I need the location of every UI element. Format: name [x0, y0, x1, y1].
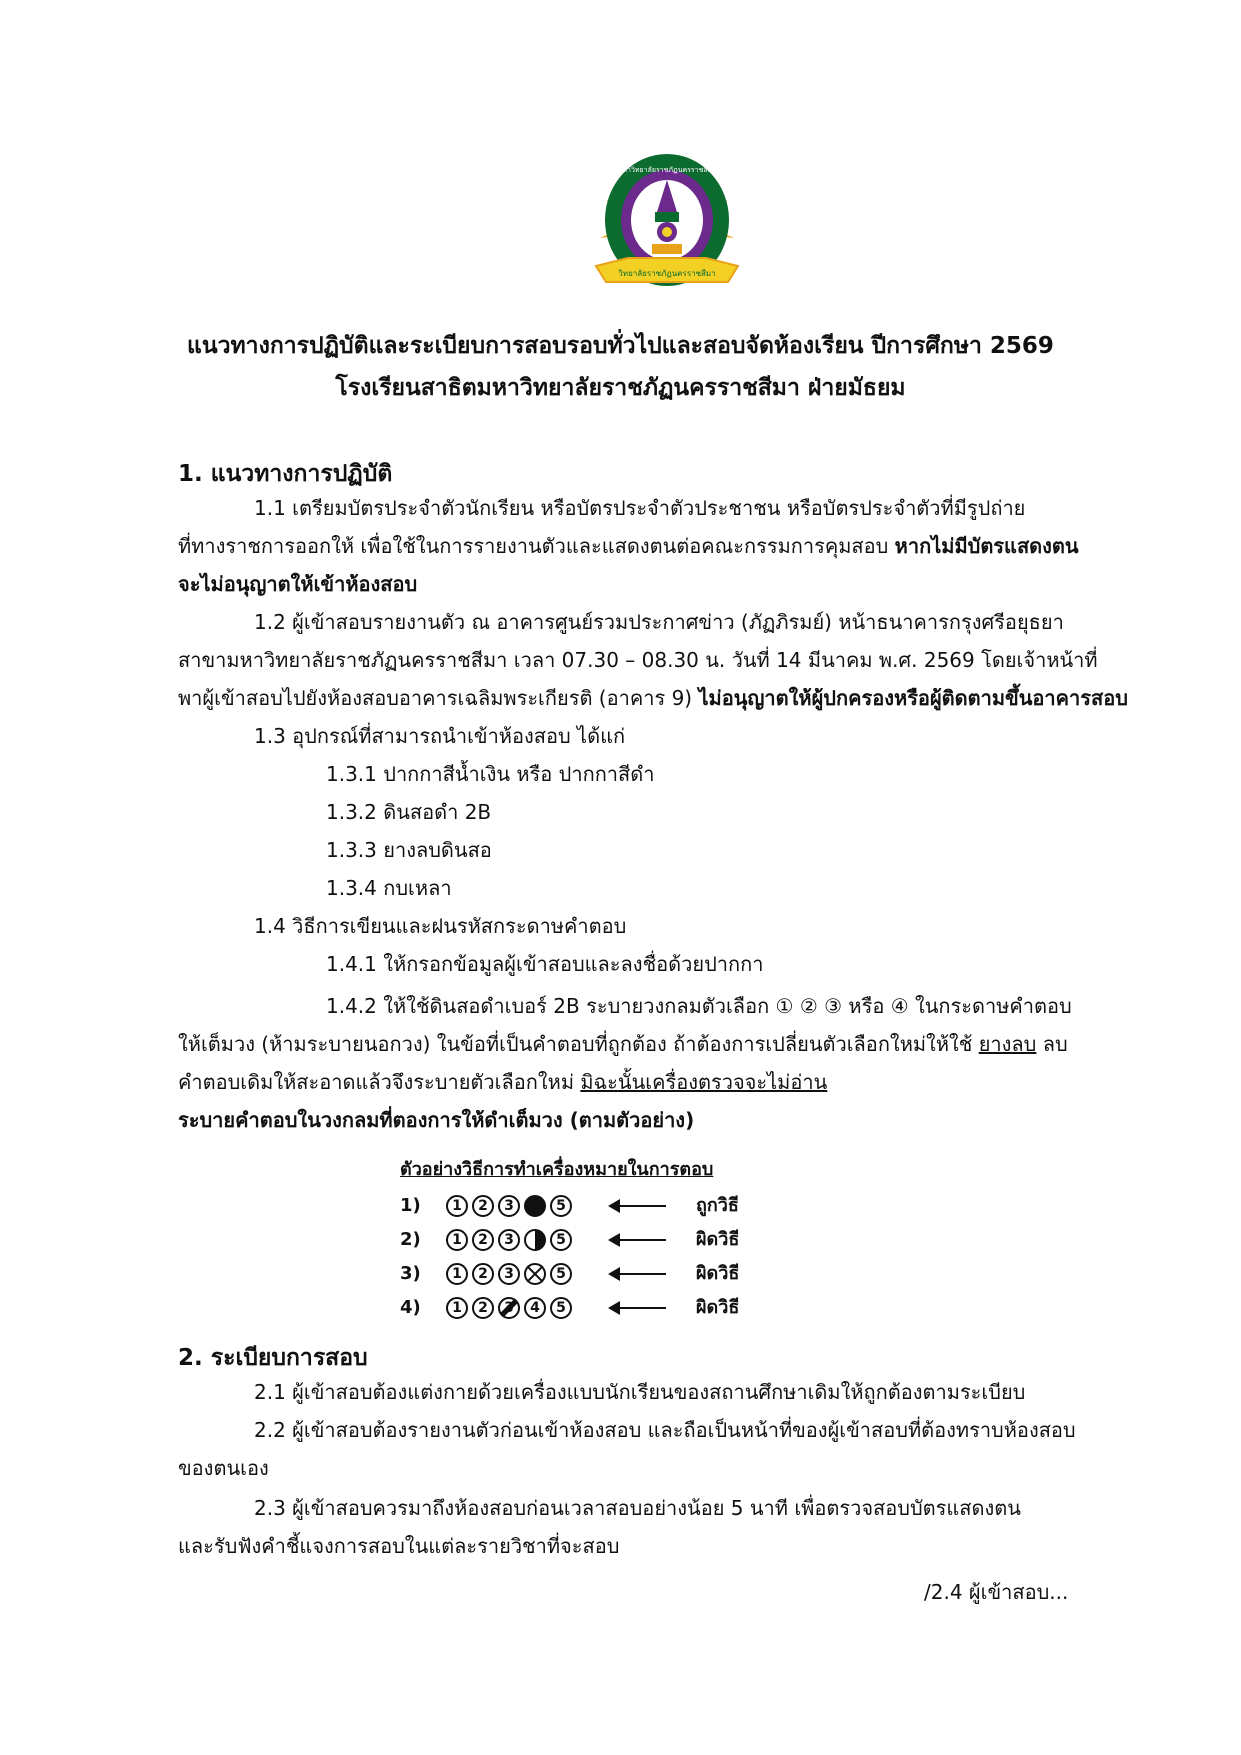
p1-1-line1: 1.1 เตรียมบัตรประจำตัวนักเรียน หรือบัตรประจำตัวประชาชน หรือบัตรประจำตัวที่มีรูปถ่าย [254, 496, 1026, 520]
logo-ring-text: มหาวิทยาลัยราชภัฏนครราชสีมา [617, 166, 717, 174]
left-arrow-icon [610, 1307, 666, 1309]
left-arrow-icon [610, 1273, 666, 1275]
p1-2-warning: ไม่อนุญาตให้ผู้ปกครองหรือผู้ติดตามขึ้นอาคารสอบ [698, 686, 1128, 710]
answer-bubble: 3 [498, 1263, 520, 1285]
answer-bubble: 5 [550, 1195, 572, 1217]
answer-bubble [524, 1229, 546, 1251]
example-row-number: 3) [400, 1263, 421, 1284]
answer-bubble [524, 1263, 546, 1285]
answer-bubble: 3 [498, 1229, 520, 1251]
section2-heading: 2. ระเบียบการสอบ [178, 1345, 368, 1371]
example-verdict: ผิดวิธี [696, 1229, 740, 1250]
p1-4-2-line1: 1.4.2 ให้ใช้ดินสอดำเบอร์ 2B ระบายวงกลมตัวเลือก ① ② ③ หรือ ④ ในกระดาษคำตอบ [326, 994, 1072, 1018]
section1-heading: 1. แนวทางการปฏิบัติ [178, 461, 393, 487]
shading-instruction: ระบายคำตอบในวงกลมที่ตองการให้ดำเต็มวง (ตามตัวอย่าง) [178, 1108, 695, 1132]
example-row [400, 1258, 739, 1287]
example-verdict: ผิดวิธี [696, 1263, 740, 1284]
page-title: แนวทางการปฏิบัติและระเบียบการสอบรอบทั่วไปและสอบจัดห้องเรียน ปีการศึกษา 2569 [187, 333, 1054, 359]
p1-4-2-line2-text: ให้เต็มวง (ห้ามระบายนอกวง) ในข้อที่เป็นคำตอบที่ถูกต้อง ถ้าต้องการเปลี่ยนตัวเลือกใหม่ให้ใช้ [178, 1032, 979, 1056]
answer-bubble: 2 [472, 1297, 494, 1319]
page-continuation: /2.4 ผู้เข้าสอบ... [924, 1580, 1069, 1604]
p1-1-warning: หากไม่มีบัตรแสดงตน [894, 534, 1079, 558]
answer-bubble: 1 [446, 1229, 468, 1251]
p2-3-line1: 2.3 ผู้เข้าสอบควรมาถึงห้องสอบก่อนเวลาสอบอย่างน้อย 5 นาที เพื่อตรวจสอบบัตรแสดงตน [254, 1496, 1021, 1520]
page-subtitle: โรงเรียนสาธิตมหาวิทยาลัยราชภัฏนครราชสีมา ฝ่ายมัธยม [335, 375, 906, 401]
answer-bubble: 3 [498, 1195, 520, 1217]
example-row [400, 1190, 739, 1219]
example-title: ตัวอย่างวิธีการทำเครื่องหมายในการตอบ [400, 1159, 714, 1180]
answer-bubble: 5 [550, 1229, 572, 1251]
p2-1: 2.1 ผู้เข้าสอบต้องแต่งกายด้วยเครื่องแบบนักเรียนของสถานศึกษาเดิมให้ถูกต้องตามระเบียบ [254, 1380, 1026, 1404]
answer-bubble: 1 [446, 1297, 468, 1319]
answer-bubble: 5 [550, 1263, 572, 1285]
p1-4-2-line2-end: ลบ [1036, 1032, 1068, 1056]
example-row-number: 1) [400, 1195, 421, 1216]
answer-bubble: 2 [472, 1195, 494, 1217]
answer-bubble: 2 [472, 1229, 494, 1251]
answer-bubble: 1 [446, 1195, 468, 1217]
p1-1-line3: จะไม่อนุญาตให้เข้าห้องสอบ [178, 572, 418, 596]
p1-2-line1: 1.2 ผู้เข้าสอบรายงานตัว ณ อาคารศูนย์รวมประกาศข่าว (ภัฏภิรมย์) หน้าธนาคารกรุงศรีอยุธยา [254, 610, 1064, 634]
answer-marking-example [400, 1154, 800, 1328]
answer-bubble: 3 [498, 1297, 520, 1319]
p1-4-2-line2 [178, 1030, 1068, 1058]
p1-4-heading: 1.4 วิธีการเขียนและฝนรหัสกระดาษคำตอบ [254, 914, 627, 938]
answer-bubble: 4 [524, 1297, 546, 1319]
answer-bubble: 4 [524, 1195, 546, 1217]
answer-bubble: 5 [550, 1297, 572, 1319]
example-row-number: 4) [400, 1297, 421, 1318]
p1-1-line2 [178, 532, 1079, 560]
p2-3-line2: และรับฟังคำชี้แจงการสอบในแต่ละรายวิชาที่จะสอบ [178, 1534, 620, 1558]
p1-3-heading: 1.3 อุปกรณ์ที่สามารถนำเข้าห้องสอบ ได้แก่ [254, 724, 626, 748]
p1-2-line3 [178, 684, 1128, 712]
example-row [400, 1224, 739, 1253]
list-item: 1.3.2 ดินสอดำ 2B [326, 800, 492, 824]
answer-bubble: 1 [446, 1263, 468, 1285]
p1-4-1: 1.4.1 ให้กรอกข้อมูลผู้เข้าสอบและลงชื่อด้วยปากกา [326, 952, 764, 976]
left-arrow-icon [610, 1205, 666, 1207]
p1-2-line2: สาขามหาวิทยาลัยราชภัฏนครราชสีมา เวลา 07.30 – 08.30 น. วันที่ 14 มีนาคม พ.ศ. 2569 โดยเจ้าหน้าที่ [178, 648, 1098, 672]
p2-2-line1: 2.2 ผู้เข้าสอบต้องรายงานตัวก่อนเข้าห้องสอบ และถือเป็นหน้าที่ของผู้เข้าสอบที่ต้องทราบห้องสอบ [254, 1418, 1076, 1442]
answer-bubble: 2 [472, 1263, 494, 1285]
list-item: 1.3.4 กบเหลา [326, 876, 452, 900]
university-logo [588, 150, 746, 300]
p1-4-2-line3 [178, 1068, 827, 1096]
p1-2-line3-text: พาผู้เข้าสอบไปยังห้องสอบอาคารเฉลิมพระเกียรติ (อาคาร 9) [178, 686, 699, 710]
p1-1-line2-text: ที่ทางราชการออกให้ เพื่อใช้ในการรายงานตัวและแสดงตนต่อคณะกรรมการคุมสอบ [178, 534, 895, 558]
p1-4-2-warning: มิฉะนั้นเครื่องตรวจจะไม่อ่าน [580, 1070, 828, 1094]
eraser-word: ยางลบ [978, 1032, 1037, 1056]
example-row [400, 1292, 739, 1321]
example-verdict: ถูกวิธี [696, 1195, 739, 1216]
list-item: 1.3.3 ยางลบดินสอ [326, 838, 492, 862]
list-item: 1.3.1 ปากกาสีน้ำเงิน หรือ ปากกาสีดำ [326, 762, 655, 786]
example-verdict: ผิดวิธี [696, 1297, 740, 1318]
example-row-number: 2) [400, 1229, 421, 1250]
p2-2-line2: ของตนเอง [178, 1456, 269, 1480]
logo-ribbon-text: วิทยาลัยราชภัฏนครราชสีมา [618, 269, 716, 278]
p1-4-2-line3-text: คำตอบเดิมให้สะอาดแล้วจึงระบายตัวเลือกใหม่ [178, 1070, 581, 1094]
seal-emblem-icon [588, 150, 746, 300]
left-arrow-icon [610, 1239, 666, 1241]
